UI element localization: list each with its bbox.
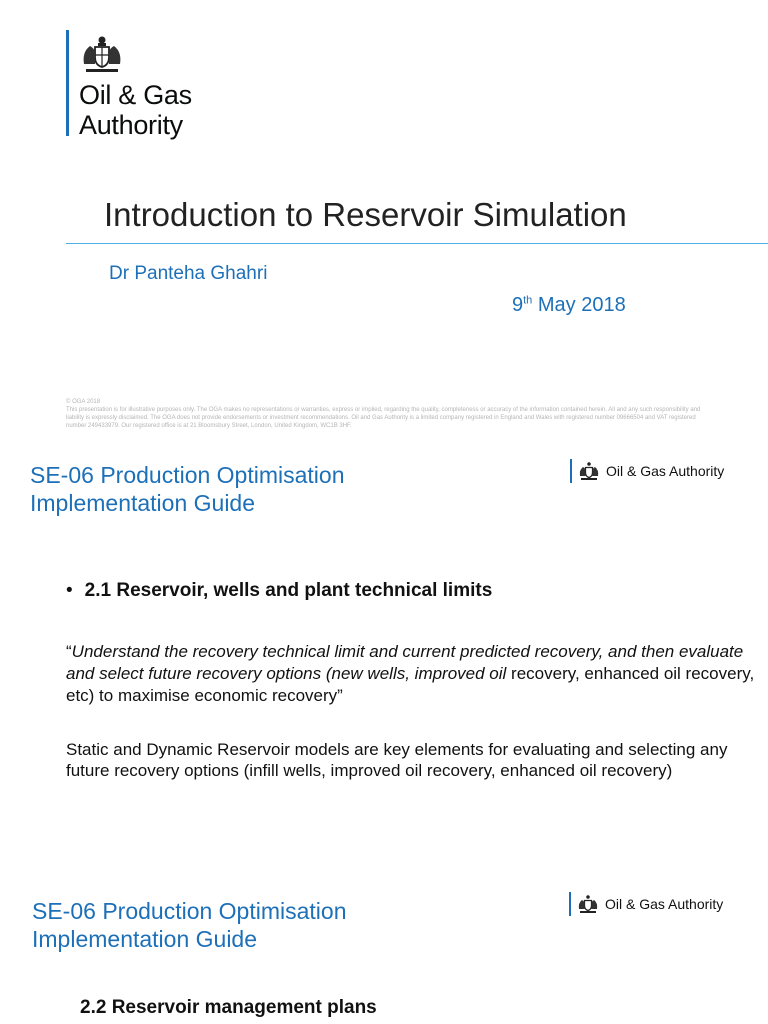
copyright-line: © OGA 2018 [66,399,101,405]
guide-title [30,461,345,517]
logo-divider [66,30,69,136]
date-suffix: th [523,294,533,307]
quote-open: “ [66,642,72,661]
date-day: 9 [512,294,524,316]
section-heading: 2.2 Reservoir management plans [80,997,377,1018]
bullet-heading [66,580,492,602]
guide-title-line2: Implementation Guide [32,926,258,952]
copyright-notice [66,398,716,430]
oga-logo [569,892,723,916]
title-divider [66,243,768,244]
date-month-year: May 2018 [532,294,626,316]
guide-title [32,897,347,953]
org-name-line1: Oil & Gas [79,80,192,110]
guide-title-line2: Implementation Guide [30,490,256,516]
disclaimer-text: This presentation is for illustrative purposes only. The OGA makes no representations or warranties, express or implied, regarding the quality, completeness or accuracy of the information contained herein. All and any such responsibility and liability is expressly disclaimed. The OGA does not provide endorsements or investment recommendations. Oil and Gas Authority is a limited company registered in England and Wales with registered number 09666504 and VAT registered number 249433979. Our registered office is at 21 Bloomsbury Street, London, United Kingdom, WC1B 3HF. [66,407,701,429]
guide-title-line1: SE-06 Production Optimisation [32,898,347,924]
royal-coat-of-arms-icon [80,34,124,74]
quote-text [66,641,756,707]
guide-title-line1: SE-06 Production Optimisation [30,462,345,488]
quote-close: ” [337,686,343,705]
logo-divider [569,892,571,916]
oga-logo [570,459,724,483]
logo-text: Oil & Gas Authority [606,463,725,479]
body-paragraph: Static and Dynamic Reservoir models are key elements for evaluating and selecting any future recovery options (infill wells, improved oil recovery, enhanced oil recovery) [66,740,728,780]
slide-title: Introduction to Reservoir Simulation [104,196,627,233]
royal-coat-of-arms-icon [578,461,600,481]
logo-text: Oil & Gas Authority [605,896,724,912]
royal-coat-of-arms-icon [577,894,599,914]
org-name-line2: Authority [79,110,183,140]
bullet-symbol: • [66,580,73,601]
bullet-text: 2.1 Reservoir, wells and plant technical limits [84,580,493,601]
organisation-name [79,80,192,140]
presentation-date [512,294,626,317]
quote-italic: Understand the recovery technical limit and current predicted recovery, and then evaluate and select future recovery options (new wells, improved oil [66,642,744,683]
author-name: Dr Panteha Ghahri [109,263,268,284]
logo-divider [570,459,572,483]
quote-normal: recovery, enhanced oil recovery, etc) to maximise economic recovery [66,664,755,705]
